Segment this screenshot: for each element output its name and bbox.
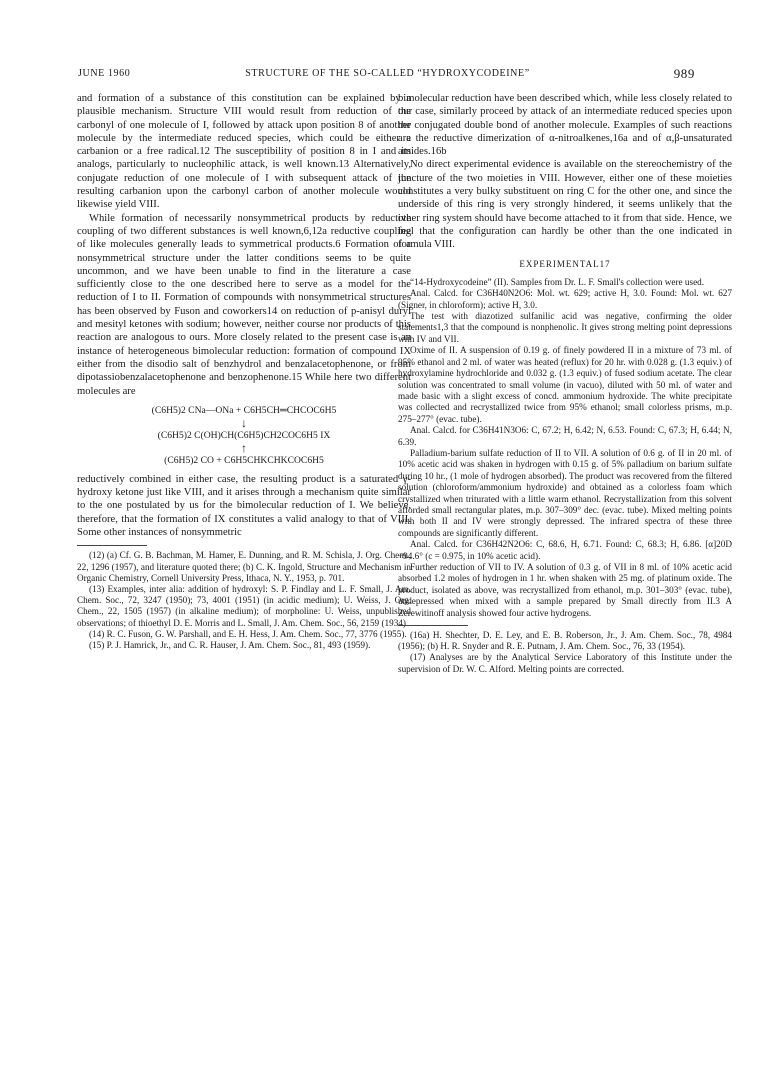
reaction-scheme [77, 404, 411, 467]
footnote: (16a) H. Shechter, D. E. Ley, and E. B. Roberson, Jr., J. Am. Chem. Soc., 78, 4984 (1956); (b) H. R. Snyder and R. E. Putnam, J. Am. Chem. Soc., 76, 33 (1954). [398, 630, 732, 652]
scheme-reactants-bottom: (C6H5)2 CO + C6H5CHKCHKCOC6H5 [164, 454, 324, 466]
exp-paragraph: Anal. Calcd. for C36H40N2O6: Mol. wt. 629; active H, 3.0. Found: Mol. wt. 627 (Signer, in chloroform); active H, 3.0. [398, 288, 732, 310]
running-header-title: STRUCTURE OF THE SO-CALLED “HYDROXYCODEINE” [245, 68, 530, 79]
footnote: (14) R. C. Fuson, G. W. Parshall, and E. H. Hess, J. Am. Chem. Soc., 77, 3776 (1955). [89, 628, 407, 639]
left-column [77, 92, 411, 651]
arrow-down-icon: ↓ [241, 415, 247, 430]
running-header-date: JUNE 1960 [78, 68, 131, 79]
footnote: (13) Examples, inter alia: addition of hydroxyl: S. P. Findlay and L. F. Small, J. Am. Chem. Soc., 72, 3247 (1950); 73, 4001 (1951) (in acidic medium); U. Weiss, J. Org. Chem., 22, 1505 (1957) (in alkaline medium); of morpholine: U. Weiss, unpublished observations; of thioethyl D. E. Morris and L. Small, J. Am. Chem. Soc., 56, 2159 (1934). [77, 583, 411, 628]
footnote: (15) P. J. Hamrick, Jr., and C. R. Hauser, J. Am. Chem. Soc., 81, 493 (1959). [89, 639, 371, 650]
footnote: (12) (a) Cf. G. B. Bachman, M. Hamer, E. Dunning, and R. M. Schisla, J. Org. Chem., 22, 1296 (1957), and literature quoted there; (b) C. K. Ingold, Structure and Mechanism in Organic Chemistry, Cornell University Press, Ithaca, N. Y., 1953, p. 701. [77, 550, 411, 583]
exp-paragraph: The test with diazotized sulfanilic acid was negative, confirming the older statements1,3 that the compound is nonphenolic. It gives strong melting point depressions with IV and VII. [398, 311, 732, 344]
page-number: 989 [673, 66, 695, 81]
exp-paragraph: Further reduction of VII to IV. A solution of 0.3 g. of VII in 8 ml. of 10% acetic acid absorbed 1.2 moles of hydrogen in 1 hr. when shaken with 25 mg. of platinum oxide. The product, isolated as above, was recrystallized from ethanol, m.p. 301–303° (evac. tube), undepressed when mixed with a sample prepared by Small directly from II.3 A Zerewitinoff analysis showed four active hydrogens. [398, 562, 732, 618]
body-paragraph: bimolecular reduction have been described which, while less closely related to our case, similarly proceed by attack of an intermediate reduced species upon the conjugated double bond of another molecule. Examples of such reactions are the reductive dimerization of α-nitroalkenes,16a and of α,β-unsaturated amides.16b [398, 93, 732, 158]
footnote-divider [398, 625, 468, 626]
exp-paragraph: Anal. Calcd. for C36H42N2O6: C, 68.6, H, 6.71. Found: C, 68.3; H, 6.86. [α]20D −94.6° (c = 0.975, in 10% acetic acid). [398, 539, 732, 561]
body-paragraph: reductively combined in either case, the resulting product is a saturated γ-hydroxy ketone just like VIII, and it arises through a mechanism quite similar to the one postulated by us for the bimolecular reduction of I. We believe, therefore, that the formation of IX constitutes a valid analogy to that of VIII. Some other instances of nonsymmetric [77, 473, 411, 539]
exp-paragraph: Palladium-barium sulfate reduction of II to VII. A solution of 0.6 g. of II in 20 ml. of 10% acetic acid was shaken in hydrogen with 0.15 g. of 5% palladium on barium sulfate during 10 hr., (1 mole of hydrogen absorbed). The product was recovered from the filtered solution (chloroform/ammonium hydroxide) and obtained as a colorless foam which crystallized when triturated with a little warm ethanol. Recrystallization from this solvent afforded small rectangular plates, m.p. 307–309° dec. (evac. tube). Mixed melting points with both II and IV were strongly depressed. The infrared spectra of these three compounds are significantly different. [398, 447, 732, 538]
scheme-product-ix: (C6H5)2 C(OH)CH(C6H5)CH2COC6H5 IX [157, 429, 331, 441]
exp-paragraph: Oxime of II. A suspension of 0.19 g. of finely powdered II in a mixture of 73 ml. of 95% ethanol and 2 ml. of water was heated (reflux) for 20 hr. with 0.028 g. (1.3 equiv.) of hydroxylamine hydrochloride and 0.032 g. (1.3 equiv.) of fused sodium acetate. The clear solution was concentrated to small volume (in vacuo), diluted with 50 ml. of water and made basic with a slight excess of concd. ammonium hydroxide. The white precipitate was collected and recrystallized twice from 95% ethanol; small colorless prisms, m.p. 275–277° (evac. tube). [398, 345, 732, 424]
arrow-up-icon: ↑ [241, 440, 247, 455]
body-paragraph: While formation of necessarily nonsymmetrical products by reductive coupling of two different substances is well known,6,12a reductive coupling of like molecules generally leads to symmetrical products.6 Formation of a nonsymmetrical structure under the latter conditions seems to be quite uncommon, and we have been unable to find in the literature a case sufficiently close to the one described here to serve as a model for the reduction of I to II. Formation of compounds with nonsymmetrical structures has been observed by Fuson and coworkers14 on reduction of p-anisyl duryl and mesityl ketones with sodium; however, neither course nor products of this reaction are analogous to ours. More closely related to the present case is an instance of heterogeneous bimolecular reduction: formation of compound IX either from the disodio salt of benzhydrol and benzalacetophenone, or from dipotassiobenzalacetophenone and benzophenone.15 While here two different molecules are [77, 212, 411, 397]
footnotes [398, 630, 732, 675]
section-heading-experimental: EXPERIMENTAL17 [519, 258, 611, 269]
exp-paragraph: Anal. Calcd. for C36H41N3O6: C, 67.2; H, 6.42; N, 6.53. Found: C, 67.3; H, 6.44; N, 6.39. [398, 425, 732, 447]
body-paragraph: and formation of a substance of this constitution can be explained by a plausible mechanism. Structure VIII would result from reduction of the carbonyl of one molecule of I, followed by attack upon position 8 of another molecule by the intermediate reduced species, which could be either a carbanion or a free radical.12 The susceptibility of position 8 in I and its analogs, particularly to nucleophilic attack, is well known.13 Alternatively, conjugate reduction of one molecule of I with subsequent attack of the resulting carbanion upon the carbonyl carbon of another molecule would likewise yield VIII. [77, 93, 411, 211]
right-column [398, 92, 732, 675]
footnotes [77, 550, 411, 651]
exp-paragraph: “14-Hydroxycodeine” (II). Samples from Dr. L. F. Small's collection were used. [410, 276, 705, 287]
footnote-divider [77, 545, 147, 546]
footnote: (17) Analyses are by the Analytical Service Laboratory of this Institute under the supervision of Dr. W. C. Alford. Melting points are corrected. [398, 652, 732, 674]
experimental-section [398, 277, 732, 619]
body-paragraph: No direct experimental evidence is available on the stereochemistry of the juncture of the two moieties in VIII. However, either one of these moieties constitutes a very bulky substituent on ring C for the other one, and since the underside of this ring is very strongly hindered, it seems unlikely that the other ring system should have become attached to it from that side. Hence, we feel that the configuration can hardly be other than the one indicated in formula VIII. [398, 159, 732, 251]
scheme-reactants-top: (C6H5)2 CNa—ONa + C6H5CH═CHCOC6H5 [151, 404, 337, 416]
